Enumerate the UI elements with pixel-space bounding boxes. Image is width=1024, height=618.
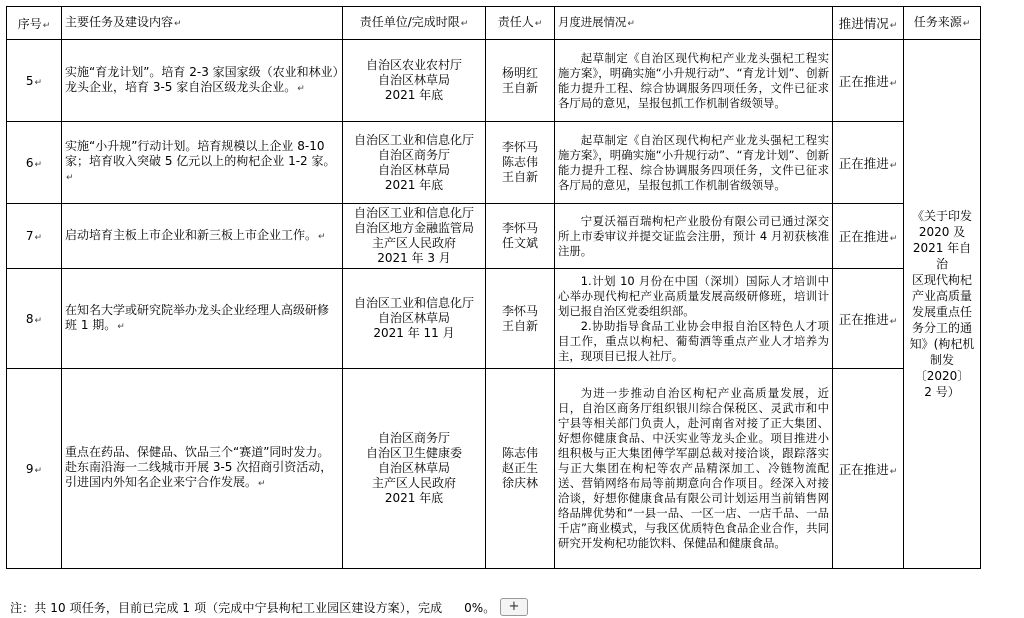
table-row: [7, 122, 981, 204]
row-progress: 1.计划 10 月份在中国（深圳）国际人才培训中心举办现代枸杞产业高质量发展高级研修班，培训计划已报自治区党委组织部。 2.协助指导食品工业协会申报自治区特色人才项目工作，重点以枸杞、葡萄酒等重点产业人才培养为主，现项目已报人社厅。: [555, 269, 833, 369]
task-source: 《关于印发 2020 及 2021 年自治 区现代枸杞 产业高质量 发展重点任 务分工的通 知》(枸杞机 制发〔2020〕 2 号）: [904, 40, 981, 569]
table-row: [7, 40, 981, 122]
header-progress: 月度进展情况↵: [555, 7, 833, 40]
row-unit: 自治区农业农村厅 自治区林草局 2021 年底: [343, 40, 486, 122]
task-table: [6, 6, 981, 569]
row-serial: 7↵: [7, 204, 62, 269]
table-row: [7, 369, 981, 569]
row-unit: 自治区工业和信息化厅 自治区商务厅 自治区林草局 2021 年底: [343, 122, 486, 204]
row-task: 实施“小升规”行动计划。培育规模以上企业 8-10 家；培育收入突破 5 亿元以上的枸杞企业 1-2 家。↵: [62, 122, 343, 204]
row-unit: 自治区工业和信息化厅 自治区林草局 2021 年 11 月: [343, 269, 486, 369]
row-person: 陈志伟 赵正生 徐庆林: [486, 369, 555, 569]
row-task: 实施“育龙计划”。培育 2-3 家国家级（农业和林业）龙头企业，培育 3-5 家自治区级龙头企业。↵: [62, 40, 343, 122]
row-status: 正在推进↵: [833, 122, 904, 204]
row-status: 正在推进↵: [833, 269, 904, 369]
row-task: 重点在药品、保健品、饮品三个“赛道”同时发力。赴东南沿海一二线城市开展 3-5 次招商引资活动，引进国内外知名企业来宁合作发展。↵: [62, 369, 343, 569]
row-progress: 起草制定《自治区现代枸杞产业龙头强杞工程实施方案》，明确实施“小升规行动”、“育龙计划”、创新能力提升工程、综合协调服务四项任务，文件已征求各厅局的意见，呈报包抓工作机制省级领导。: [555, 122, 833, 204]
document-page: [6, 6, 981, 569]
row-serial: 6↵: [7, 122, 62, 204]
row-unit: 自治区商务厅 自治区卫生健康委 自治区林草局 主产区人民政府 2021 年底: [343, 369, 486, 569]
header-row: [7, 7, 981, 40]
header-serial: 序号↵: [7, 7, 62, 40]
row-person: 李怀马 王自新: [486, 269, 555, 369]
header-status: 推进情况↵: [833, 7, 904, 40]
row-status: 正在推进↵: [833, 204, 904, 269]
table-row: [7, 204, 981, 269]
row-unit: 自治区工业和信息化厅 自治区地方金融监管局 主产区人民政府 2021 年 3 月: [343, 204, 486, 269]
footer-note: 注：共 10 项任务，目前已完成 1 项（完成中宁县枸杞工业园区建设方案），完成 0%。: [10, 601, 496, 615]
row-serial: 8↵: [7, 269, 62, 369]
row-serial: 9↵: [7, 369, 62, 569]
row-person: 杨明红 王自新: [486, 40, 555, 122]
row-status: 正在推进↵: [833, 40, 904, 122]
header-unit: 责任单位/完成时限↵: [343, 7, 486, 40]
row-task: 在知名大学或研究院举办龙头企业经理人高级研修班 1 期。↵: [62, 269, 343, 369]
table-row: [7, 269, 981, 369]
row-progress: 为进一步推动自治区枸杞产业高质量发展，近日，自治区商务厅组织银川综合保税区、灵武市和中宁县等相关部门负责人，赴河南省对接了正大集团、好想你健康食品、中沃实业等龙头企业。项目推进小组积极与正大集团傅学军副总裁对接洽谈，跟踪落实与正大集团在枸杞等农产品精深加工、冷链物流配送、营销网络布局等前期意向合作项目。经深入对接洽谈，好想你健康食品有限公司计划运用当前销售网络品牌优势和“一县一品、一区一店、一店千品、一品千店”商业模式，与我区优质特色食品企业合作，共同研究开发枸杞功能饮料、保健品和健康食品。: [555, 369, 833, 569]
add-button[interactable]: +: [500, 598, 528, 616]
row-status: 正在推进↵: [833, 369, 904, 569]
row-progress: 宁夏沃福百瑞枸杞产业股份有限公司已通过深交所上市委审议并提交证监会注册，预计 4 月初获核准注册。: [555, 204, 833, 269]
header-person: 责任人↵: [486, 7, 555, 40]
row-serial: 5↵: [7, 40, 62, 122]
row-person: 李怀马 任文斌: [486, 204, 555, 269]
row-progress: 起草制定《自治区现代枸杞产业龙头强杞工程实施方案》，明确实施“小升规行动”、“育龙计划”、创新能力提升工程、综合协调服务四项任务，文件已征求各厅局的意见，呈报包抓工作机制省级领导。: [555, 40, 833, 122]
header-task: 主要任务及建设内容↵: [62, 7, 343, 40]
row-task: 启动培育主板上市企业和新三板上市企业工作。↵: [62, 204, 343, 269]
row-person: 李怀马 陈志伟 王自新: [486, 122, 555, 204]
header-source: 任务来源↵: [904, 7, 981, 40]
